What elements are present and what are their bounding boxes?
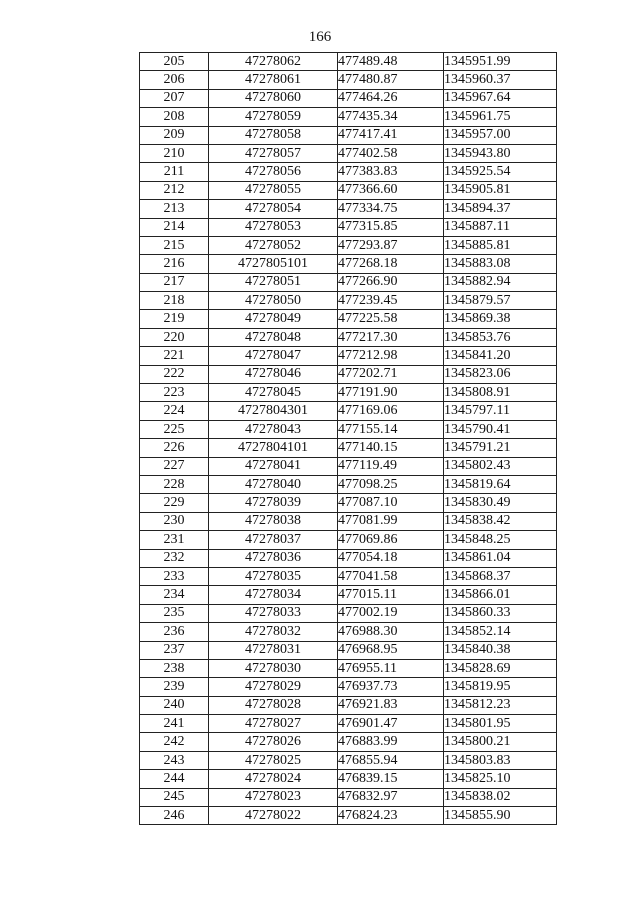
- row-number-cell: 234: [140, 586, 209, 604]
- table-row: [140, 126, 557, 144]
- point-id-cell: 47278028: [209, 696, 338, 714]
- x-coordinate-cell: 477315.85: [338, 218, 444, 236]
- table-row: [140, 236, 557, 254]
- point-id-cell: 47278036: [209, 549, 338, 567]
- table-row: [140, 494, 557, 512]
- point-id-cell: 47278026: [209, 733, 338, 751]
- y-coordinate-cell: 1345802.43: [444, 457, 557, 475]
- x-coordinate-cell: 477140.15: [338, 439, 444, 457]
- row-number-cell: 224: [140, 402, 209, 420]
- table-row: [140, 475, 557, 493]
- point-id-cell: 47278037: [209, 531, 338, 549]
- y-coordinate-cell: 1345801.95: [444, 715, 557, 733]
- x-coordinate-cell: 477191.90: [338, 384, 444, 402]
- y-coordinate-cell: 1345943.80: [444, 144, 557, 162]
- point-id-cell: 47278032: [209, 623, 338, 641]
- y-coordinate-cell: 1345853.76: [444, 328, 557, 346]
- table-row: [140, 807, 557, 825]
- y-coordinate-cell: 1345838.02: [444, 788, 557, 806]
- row-number-cell: 222: [140, 365, 209, 383]
- point-id-cell: 47278054: [209, 200, 338, 218]
- row-number-cell: 244: [140, 770, 209, 788]
- row-number-cell: 221: [140, 347, 209, 365]
- x-coordinate-cell: 477268.18: [338, 255, 444, 273]
- table-row: [140, 549, 557, 567]
- x-coordinate-cell: 477366.60: [338, 181, 444, 199]
- point-id-cell: 47278034: [209, 586, 338, 604]
- row-number-cell: 231: [140, 531, 209, 549]
- y-coordinate-cell: 1345840.38: [444, 641, 557, 659]
- point-id-cell: 4727804101: [209, 439, 338, 457]
- row-number-cell: 215: [140, 236, 209, 254]
- y-coordinate-cell: 1345828.69: [444, 659, 557, 677]
- point-id-cell: 47278029: [209, 678, 338, 696]
- row-number-cell: 212: [140, 181, 209, 199]
- point-id-cell: 47278030: [209, 659, 338, 677]
- table-row: [140, 89, 557, 107]
- x-coordinate-cell: 477489.48: [338, 53, 444, 71]
- x-coordinate-cell: 476937.73: [338, 678, 444, 696]
- row-number-cell: 208: [140, 108, 209, 126]
- x-coordinate-cell: 476883.99: [338, 733, 444, 751]
- x-coordinate-cell: 477155.14: [338, 420, 444, 438]
- x-coordinate-cell: 477119.49: [338, 457, 444, 475]
- row-number-cell: 206: [140, 71, 209, 89]
- point-id-cell: 47278033: [209, 604, 338, 622]
- point-id-cell: 4727804301: [209, 402, 338, 420]
- row-number-cell: 225: [140, 420, 209, 438]
- x-coordinate-cell: 477002.19: [338, 604, 444, 622]
- row-number-cell: 236: [140, 623, 209, 641]
- point-id-cell: 47278053: [209, 218, 338, 236]
- x-coordinate-cell: 477480.87: [338, 71, 444, 89]
- page-number: 166: [308, 29, 332, 45]
- y-coordinate-cell: 1345957.00: [444, 126, 557, 144]
- y-coordinate-cell: 1345961.75: [444, 108, 557, 126]
- x-coordinate-cell: 477239.45: [338, 292, 444, 310]
- row-number-cell: 235: [140, 604, 209, 622]
- table-row: [140, 586, 557, 604]
- row-number-cell: 237: [140, 641, 209, 659]
- y-coordinate-cell: 1345800.21: [444, 733, 557, 751]
- row-number-cell: 240: [140, 696, 209, 714]
- x-coordinate-cell: 476968.95: [338, 641, 444, 659]
- row-number-cell: 243: [140, 751, 209, 769]
- y-coordinate-cell: 1345879.57: [444, 292, 557, 310]
- table-row: [140, 181, 557, 199]
- x-coordinate-cell: 476832.97: [338, 788, 444, 806]
- table-row: [140, 567, 557, 585]
- point-id-cell: 47278049: [209, 310, 338, 328]
- point-id-cell: 47278045: [209, 384, 338, 402]
- point-id-cell: 47278048: [209, 328, 338, 346]
- table-row: [140, 420, 557, 438]
- table-row: [140, 604, 557, 622]
- table-row: [140, 218, 557, 236]
- y-coordinate-cell: 1345860.33: [444, 604, 557, 622]
- x-coordinate-cell: 477069.86: [338, 531, 444, 549]
- x-coordinate-cell: 476839.15: [338, 770, 444, 788]
- table-row: [140, 696, 557, 714]
- point-id-cell: 47278055: [209, 181, 338, 199]
- x-coordinate-cell: 476921.83: [338, 696, 444, 714]
- row-number-cell: 216: [140, 255, 209, 273]
- x-coordinate-cell: 477293.87: [338, 236, 444, 254]
- y-coordinate-cell: 1345960.37: [444, 71, 557, 89]
- coordinates-table: [139, 52, 557, 825]
- y-coordinate-cell: 1345838.42: [444, 512, 557, 530]
- x-coordinate-cell: 477054.18: [338, 549, 444, 567]
- point-id-cell: 47278043: [209, 420, 338, 438]
- y-coordinate-cell: 1345855.90: [444, 807, 557, 825]
- row-number-cell: 238: [140, 659, 209, 677]
- point-id-cell: 4727805101: [209, 255, 338, 273]
- table-row: [140, 71, 557, 89]
- row-number-cell: 207: [140, 89, 209, 107]
- table-row: [140, 623, 557, 641]
- table-row: [140, 715, 557, 733]
- row-number-cell: 205: [140, 53, 209, 71]
- table-row: [140, 457, 557, 475]
- point-id-cell: 47278027: [209, 715, 338, 733]
- table-row: [140, 292, 557, 310]
- row-number-cell: 241: [140, 715, 209, 733]
- table-row: [140, 347, 557, 365]
- table-row: [140, 402, 557, 420]
- x-coordinate-cell: 477098.25: [338, 475, 444, 493]
- y-coordinate-cell: 1345791.21: [444, 439, 557, 457]
- point-id-cell: 47278056: [209, 163, 338, 181]
- row-number-cell: 245: [140, 788, 209, 806]
- y-coordinate-cell: 1345885.81: [444, 236, 557, 254]
- point-id-cell: 47278051: [209, 273, 338, 291]
- y-coordinate-cell: 1345894.37: [444, 200, 557, 218]
- x-coordinate-cell: 477202.71: [338, 365, 444, 383]
- row-number-cell: 228: [140, 475, 209, 493]
- table-row: [140, 641, 557, 659]
- x-coordinate-cell: 477225.58: [338, 310, 444, 328]
- y-coordinate-cell: 1345869.38: [444, 310, 557, 328]
- table-row: [140, 200, 557, 218]
- table-row: [140, 108, 557, 126]
- table-row: [140, 163, 557, 181]
- x-coordinate-cell: 476955.11: [338, 659, 444, 677]
- table-row: [140, 733, 557, 751]
- y-coordinate-cell: 1345861.04: [444, 549, 557, 567]
- point-id-cell: 47278046: [209, 365, 338, 383]
- row-number-cell: 218: [140, 292, 209, 310]
- point-id-cell: 47278062: [209, 53, 338, 71]
- point-id-cell: 47278057: [209, 144, 338, 162]
- y-coordinate-cell: 1345825.10: [444, 770, 557, 788]
- row-number-cell: 214: [140, 218, 209, 236]
- x-coordinate-cell: 477383.83: [338, 163, 444, 181]
- point-id-cell: 47278061: [209, 71, 338, 89]
- row-number-cell: 232: [140, 549, 209, 567]
- table-row: [140, 144, 557, 162]
- y-coordinate-cell: 1345797.11: [444, 402, 557, 420]
- y-coordinate-cell: 1345883.08: [444, 255, 557, 273]
- point-id-cell: 47278041: [209, 457, 338, 475]
- point-id-cell: 47278023: [209, 788, 338, 806]
- table-row: [140, 273, 557, 291]
- row-number-cell: 211: [140, 163, 209, 181]
- x-coordinate-cell: 477087.10: [338, 494, 444, 512]
- y-coordinate-cell: 1345967.64: [444, 89, 557, 107]
- row-number-cell: 226: [140, 439, 209, 457]
- point-id-cell: 47278052: [209, 236, 338, 254]
- x-coordinate-cell: 477217.30: [338, 328, 444, 346]
- row-number-cell: 217: [140, 273, 209, 291]
- table-row: [140, 659, 557, 677]
- x-coordinate-cell: 477464.26: [338, 89, 444, 107]
- table-row: [140, 53, 557, 71]
- table-row: [140, 439, 557, 457]
- y-coordinate-cell: 1345823.06: [444, 365, 557, 383]
- row-number-cell: 239: [140, 678, 209, 696]
- row-number-cell: 246: [140, 807, 209, 825]
- row-number-cell: 209: [140, 126, 209, 144]
- table-row: [140, 328, 557, 346]
- x-coordinate-cell: 476824.23: [338, 807, 444, 825]
- table-row: [140, 531, 557, 549]
- x-coordinate-cell: 477435.34: [338, 108, 444, 126]
- y-coordinate-cell: 1345925.54: [444, 163, 557, 181]
- point-id-cell: 47278022: [209, 807, 338, 825]
- row-number-cell: 219: [140, 310, 209, 328]
- x-coordinate-cell: 476855.94: [338, 751, 444, 769]
- table-row: [140, 255, 557, 273]
- point-id-cell: 47278040: [209, 475, 338, 493]
- y-coordinate-cell: 1345905.81: [444, 181, 557, 199]
- y-coordinate-cell: 1345868.37: [444, 567, 557, 585]
- y-coordinate-cell: 1345882.94: [444, 273, 557, 291]
- row-number-cell: 223: [140, 384, 209, 402]
- row-number-cell: 242: [140, 733, 209, 751]
- row-number-cell: 220: [140, 328, 209, 346]
- y-coordinate-cell: 1345866.01: [444, 586, 557, 604]
- y-coordinate-cell: 1345852.14: [444, 623, 557, 641]
- y-coordinate-cell: 1345848.25: [444, 531, 557, 549]
- table-row: [140, 512, 557, 530]
- x-coordinate-cell: 477041.58: [338, 567, 444, 585]
- table-row: [140, 751, 557, 769]
- point-id-cell: 47278039: [209, 494, 338, 512]
- row-number-cell: 233: [140, 567, 209, 585]
- x-coordinate-cell: 477266.90: [338, 273, 444, 291]
- point-id-cell: 47278050: [209, 292, 338, 310]
- table-row: [140, 310, 557, 328]
- x-coordinate-cell: 477417.41: [338, 126, 444, 144]
- point-id-cell: 47278031: [209, 641, 338, 659]
- y-coordinate-cell: 1345887.11: [444, 218, 557, 236]
- coordinates-table-body: [140, 53, 557, 825]
- y-coordinate-cell: 1345830.49: [444, 494, 557, 512]
- x-coordinate-cell: 476901.47: [338, 715, 444, 733]
- x-coordinate-cell: 477402.58: [338, 144, 444, 162]
- point-id-cell: 47278047: [209, 347, 338, 365]
- point-id-cell: 47278024: [209, 770, 338, 788]
- table-row: [140, 365, 557, 383]
- x-coordinate-cell: 477015.11: [338, 586, 444, 604]
- point-id-cell: 47278035: [209, 567, 338, 585]
- point-id-cell: 47278058: [209, 126, 338, 144]
- point-id-cell: 47278025: [209, 751, 338, 769]
- y-coordinate-cell: 1345803.83: [444, 751, 557, 769]
- row-number-cell: 229: [140, 494, 209, 512]
- point-id-cell: 47278060: [209, 89, 338, 107]
- table-row: [140, 678, 557, 696]
- table-row: [140, 770, 557, 788]
- y-coordinate-cell: 1345819.95: [444, 678, 557, 696]
- y-coordinate-cell: 1345790.41: [444, 420, 557, 438]
- y-coordinate-cell: 1345841.20: [444, 347, 557, 365]
- x-coordinate-cell: 477169.06: [338, 402, 444, 420]
- x-coordinate-cell: 477212.98: [338, 347, 444, 365]
- table-row: [140, 384, 557, 402]
- y-coordinate-cell: 1345951.99: [444, 53, 557, 71]
- table-row: [140, 788, 557, 806]
- x-coordinate-cell: 477334.75: [338, 200, 444, 218]
- row-number-cell: 213: [140, 200, 209, 218]
- row-number-cell: 227: [140, 457, 209, 475]
- y-coordinate-cell: 1345819.64: [444, 475, 557, 493]
- y-coordinate-cell: 1345812.23: [444, 696, 557, 714]
- x-coordinate-cell: 476988.30: [338, 623, 444, 641]
- point-id-cell: 47278038: [209, 512, 338, 530]
- row-number-cell: 230: [140, 512, 209, 530]
- x-coordinate-cell: 477081.99: [338, 512, 444, 530]
- row-number-cell: 210: [140, 144, 209, 162]
- point-id-cell: 47278059: [209, 108, 338, 126]
- y-coordinate-cell: 1345808.91: [444, 384, 557, 402]
